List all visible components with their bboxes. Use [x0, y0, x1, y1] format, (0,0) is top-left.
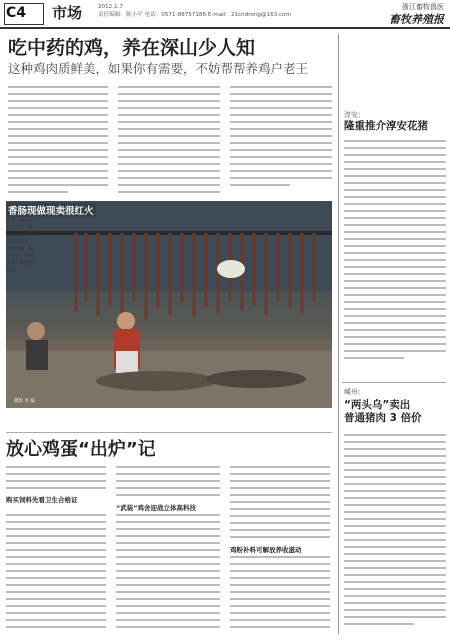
article1-text-lines	[8, 84, 334, 196]
right-divider	[342, 382, 446, 383]
article2-subhead-2: “武装”鸡舍迎战立体高科技	[116, 504, 197, 512]
photo-caption: 香肠现做现卖很红火	[6, 203, 96, 217]
photo-illustration	[6, 201, 332, 408]
article1-body	[8, 84, 334, 196]
article2-subhead-3: 鸡粉补料可解放养收滋动	[230, 546, 302, 554]
article1-subtitle: 这种鸡肉质鲜美，如果你有需要，不妨帮帮养鸡户老王	[8, 61, 309, 76]
right-story2-title-line2: 普通猪肉 3 倍价	[344, 412, 422, 424]
article1-title: 吃中药的鸡，养在深山少人知	[8, 37, 256, 59]
article2-title: 放心鸡蛋“出炉”记	[6, 439, 156, 460]
photo-side-note: 近期，杭州市场上热卖一种现做香肠，市民纷纷购买，物美价廉，深受欢迎，商家表示年前销量旺盛。	[6, 219, 33, 273]
right-story1-title: 隆重推介淳安花猪	[344, 120, 428, 132]
paper-logo: 畜牧养殖报	[389, 13, 444, 26]
section-name: 市场	[52, 4, 83, 22]
article-divider	[6, 432, 332, 433]
header-date: 2012.1.7	[98, 4, 123, 10]
right-story2-head: 嵊州：	[344, 388, 365, 396]
right-story2-title-line1: “两头乌”卖出	[344, 399, 411, 411]
right-story2-text-lines	[344, 432, 446, 632]
header-rule	[0, 27, 450, 29]
page-header	[0, 0, 450, 28]
right-story2-body	[344, 432, 446, 632]
article2-subhead-1: 购买饲料先看卫生合格证	[6, 496, 78, 504]
right-story1-head: 淳安：	[344, 111, 365, 119]
column-divider	[338, 34, 339, 634]
paper-name: 浙江畜牧兽医	[402, 3, 444, 11]
header-contacts: 责任编辑：陈小平 电话：0571-88757186 E-mail：21cndrong@163.com	[98, 12, 291, 18]
right-story1-body	[344, 138, 446, 362]
photo-credit: 摄影 李 磊	[14, 399, 35, 404]
right-story1-text-lines	[344, 138, 446, 362]
header-info	[98, 3, 291, 19]
market-photo	[6, 201, 332, 408]
section-code: C4	[6, 5, 27, 21]
